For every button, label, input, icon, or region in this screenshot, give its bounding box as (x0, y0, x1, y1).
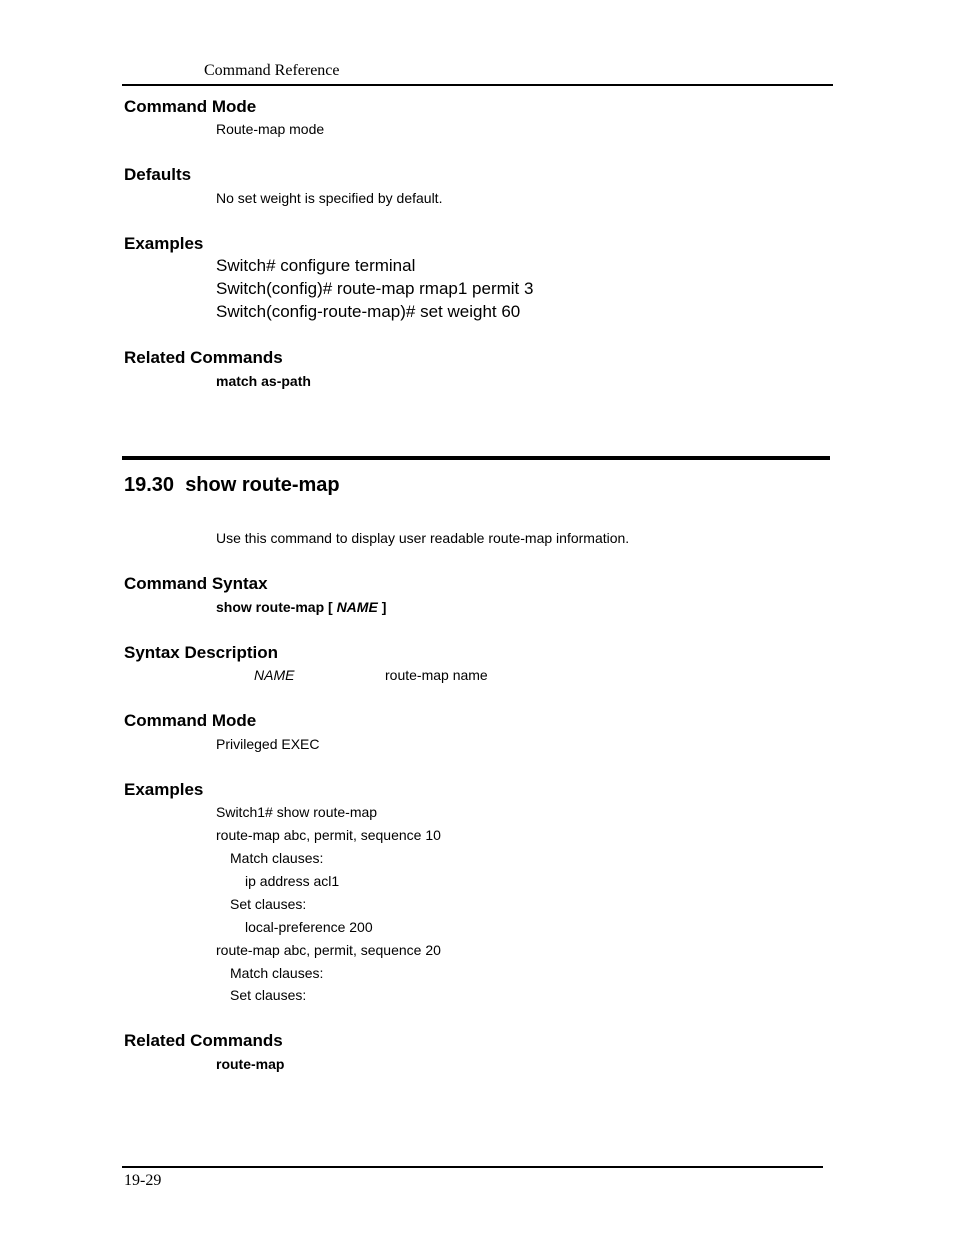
example-line: Switch1# show route-map (216, 804, 378, 820)
running-header: Command Reference (204, 62, 340, 79)
defaults-text: No set weight is specified by default. (216, 190, 443, 206)
example-line: Set clauses: (230, 987, 307, 1003)
syntax-close: ] (381, 599, 387, 615)
syntax-param: NAME (254, 667, 295, 683)
section-intro: Use this command to display user readable route-map information. (216, 530, 630, 546)
related-command: match as-path (216, 373, 311, 389)
command-mode-heading: Command Mode (124, 97, 257, 116)
header-rule (122, 84, 833, 86)
section-number: 19.30 (124, 474, 175, 496)
examples-heading: Examples (124, 234, 204, 253)
command-mode-heading: Command Mode (124, 711, 257, 730)
example-line: Match clauses: (230, 850, 324, 866)
example-line: Switch# configure terminal (216, 256, 416, 275)
command-mode-text: Privileged EXEC (216, 736, 320, 752)
syntax-command: show route-map [ (216, 599, 333, 615)
command-mode-text: Route-map mode (216, 121, 325, 137)
section-name: show route-map (185, 474, 340, 496)
example-line: Match clauses: (230, 965, 324, 981)
example-line: Set clauses: (230, 896, 307, 912)
related-commands-heading: Related Commands (124, 1031, 283, 1050)
syntax-arg: NAME (336, 599, 378, 615)
example-line: local-preference 200 (245, 919, 373, 935)
command-syntax (216, 599, 386, 615)
related-commands-heading: Related Commands (124, 348, 283, 367)
section-rule (122, 456, 830, 460)
page-number: 19-29 (124, 1172, 162, 1189)
defaults-heading: Defaults (124, 165, 192, 184)
example-line: ip address acl1 (245, 873, 340, 889)
section-title (124, 474, 340, 497)
related-command: route-map (216, 1056, 285, 1072)
example-line: Switch(config)# route-map rmap1 permit 3 (216, 279, 534, 298)
command-syntax-heading: Command Syntax (124, 574, 268, 593)
footer-rule (122, 1166, 823, 1168)
example-line: Switch(config-route-map)# set weight 60 (216, 302, 521, 321)
example-line: route-map abc, permit, sequence 10 (216, 827, 441, 843)
example-line: route-map abc, permit, sequence 20 (216, 942, 441, 958)
syntax-param-desc: route-map name (385, 667, 488, 683)
syntax-description-heading: Syntax Description (124, 643, 278, 662)
examples-heading: Examples (124, 780, 204, 799)
